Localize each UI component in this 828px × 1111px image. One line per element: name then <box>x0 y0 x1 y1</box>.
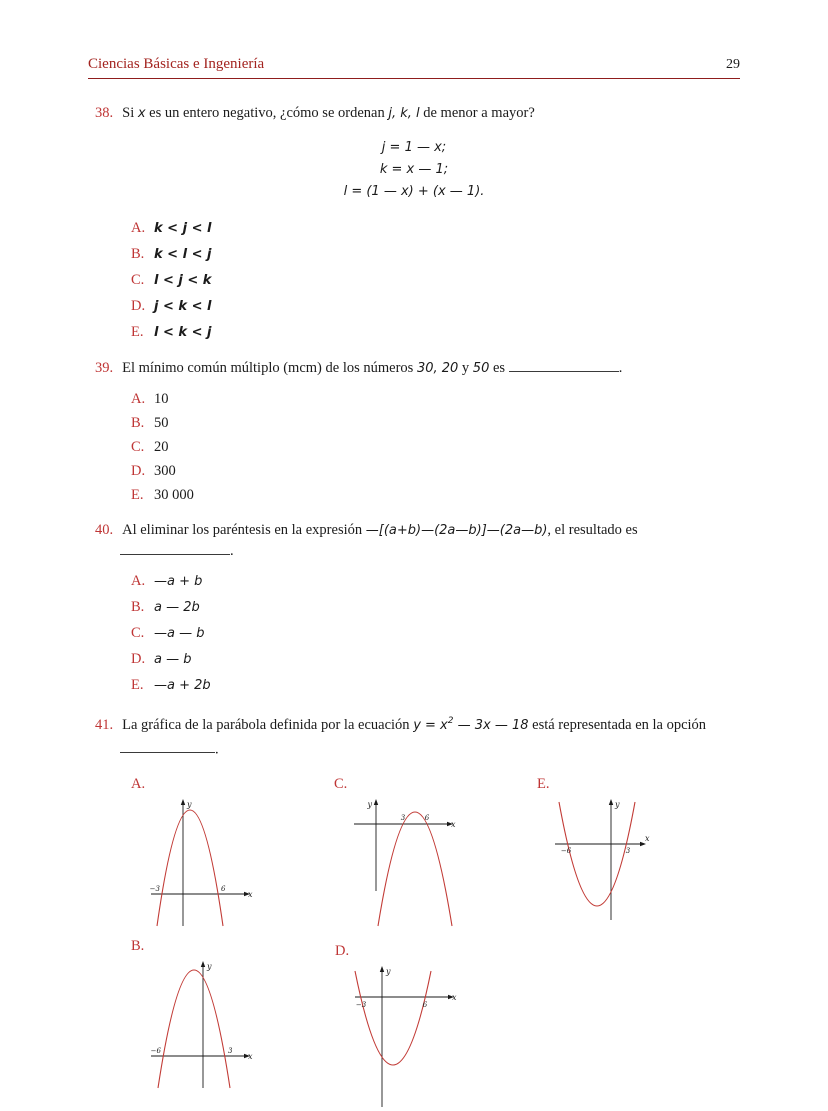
question-number: 41. <box>95 716 114 733</box>
graph-option-d <box>335 943 539 1111</box>
question-40 <box>88 520 740 695</box>
graph-b-plot <box>145 958 257 1092</box>
q38-options <box>131 219 740 342</box>
option-item <box>131 390 740 408</box>
graph-option-a <box>131 776 334 930</box>
header-rule <box>88 78 740 79</box>
option-item <box>131 676 740 695</box>
y-axis-label: y <box>367 800 372 810</box>
page-header <box>88 56 740 73</box>
question-40-text <box>88 520 740 561</box>
y-axis-label: y <box>187 800 192 810</box>
option-item <box>131 271 740 290</box>
sentence-period: . <box>618 360 623 376</box>
question-41-blank-line <box>120 740 740 758</box>
y-axis-label: y <box>386 967 391 977</box>
option-item <box>131 650 740 669</box>
graph-option-letter: D. <box>335 943 350 960</box>
q40-options <box>131 572 740 695</box>
option-value: —a + 2b <box>154 678 211 693</box>
answer-blank <box>509 359 619 372</box>
option-letter: D. <box>131 298 146 314</box>
question-number: 38. <box>95 105 114 121</box>
graph-c-plot <box>348 796 460 930</box>
q39-options <box>131 390 740 504</box>
option-item <box>131 486 740 504</box>
x-intercept-right-label: 3 <box>228 1047 233 1056</box>
option-item <box>131 438 740 456</box>
x-intercept-right-label: 6 <box>422 1001 428 1010</box>
option-item <box>131 297 740 316</box>
question-39-text <box>88 358 740 379</box>
question-text-part: es <box>489 360 509 376</box>
math-equation: y = x <box>413 717 448 733</box>
option-value: 10 <box>154 391 169 407</box>
parabola-curve <box>157 810 223 926</box>
option-letter: D. <box>131 463 146 479</box>
x-intercept-left-label: 3 <box>400 814 406 823</box>
graph-e-plot <box>551 796 651 924</box>
option-letter: C. <box>131 272 145 288</box>
sentence-period: . <box>215 741 219 758</box>
graph-option-c <box>334 776 537 930</box>
math-numbers: 30, 20 <box>416 361 459 376</box>
question-text-part: de menor a mayor? <box>419 105 535 121</box>
parabola-curve <box>158 970 230 1088</box>
option-letter: C. <box>131 625 145 641</box>
option-item <box>131 414 740 432</box>
question-text-part: es un entero negativo, ¿cómo se ordenan <box>145 105 389 121</box>
question-text-part: La gráfica de la parábola definida por la ecuación <box>122 716 414 733</box>
x-intercept-left-label: −3 <box>355 1001 367 1010</box>
x-axis-label: x <box>645 834 650 844</box>
sentence-period: . <box>230 543 234 559</box>
option-value: l < j < k <box>154 273 212 288</box>
option-item <box>131 598 740 617</box>
question-text-part: Si <box>122 105 138 121</box>
page-number: 29 <box>726 57 740 72</box>
option-item <box>131 323 740 342</box>
x-intercept-right-label: 3 <box>625 847 631 856</box>
option-value: —a — b <box>154 626 205 641</box>
option-item <box>131 245 740 264</box>
option-value: k < j < l <box>154 221 212 236</box>
option-value: 300 <box>154 463 176 479</box>
math-variable: x <box>137 106 146 121</box>
math-number: 50 <box>472 361 490 376</box>
question-number: 40. <box>95 522 114 538</box>
question-41 <box>88 711 740 1111</box>
option-item <box>131 572 740 591</box>
option-letter: B. <box>131 415 145 431</box>
x-intercept-right-label: 6 <box>424 814 430 823</box>
x-intercept-left-label: −6 <box>560 847 572 856</box>
question-41-text <box>88 711 740 736</box>
y-axis-arrow-icon <box>374 799 378 805</box>
question-38-text <box>88 103 740 124</box>
graphs-row-1 <box>131 776 740 930</box>
y-axis-arrow-icon <box>201 961 205 967</box>
equation-line: k = x — 1; <box>379 162 449 177</box>
option-value: l < k < j <box>154 325 212 340</box>
y-axis-arrow-icon <box>609 799 613 805</box>
x-axis-label: x <box>451 820 456 830</box>
parabola-curve <box>378 812 452 926</box>
question-number: 39. <box>95 360 114 376</box>
math-variables: j, k, l <box>388 106 420 121</box>
header-title: Ciencias Básicas e Ingeniería <box>88 56 265 72</box>
equation-line: l = (1 — x) + (x — 1). <box>343 184 485 199</box>
option-letter: E. <box>131 487 144 503</box>
option-letter: E. <box>131 324 144 340</box>
option-value: 20 <box>154 439 169 455</box>
math-expression: —[(a+b)—(2a—b)]—(2a—b) <box>365 523 548 538</box>
math-equation: — 3x — 18 <box>453 717 529 733</box>
equations-block <box>88 137 740 203</box>
option-letter: A. <box>131 220 146 236</box>
math-exponent: 2 <box>447 716 454 726</box>
question-39 <box>88 358 740 504</box>
question-text-part: está representada en la opción <box>528 716 707 733</box>
x-intercept-left-label: −6 <box>150 1047 161 1056</box>
graph-option-letter: A. <box>131 776 146 793</box>
graphs-row-2 <box>131 938 740 1111</box>
option-value: a — b <box>154 652 192 667</box>
x-axis-label: x <box>452 993 457 1003</box>
graph-option-b <box>131 938 335 1092</box>
parabola-curve <box>355 971 431 1065</box>
graph-d-plot <box>349 963 461 1111</box>
option-value: a — 2b <box>154 600 200 615</box>
option-item <box>131 219 740 238</box>
option-letter: B. <box>131 246 145 262</box>
option-letter: E. <box>131 677 144 693</box>
graph-a-plot <box>145 796 257 930</box>
option-item <box>131 624 740 643</box>
option-letter: A. <box>131 573 146 589</box>
question-text-part: Al eliminar los paréntesis en la expresión <box>122 522 366 538</box>
question-text-part: , el resultado es <box>547 522 638 538</box>
option-letter: C. <box>131 439 145 455</box>
y-axis-label: y <box>615 800 620 810</box>
option-value: 50 <box>154 415 169 431</box>
graph-option-letter: B. <box>131 938 145 955</box>
answer-blank <box>120 740 215 753</box>
y-axis-arrow-icon <box>380 966 384 972</box>
option-value: —a + b <box>154 574 203 589</box>
question-text-part: El mínimo común múltiplo (mcm) de los números <box>122 360 417 376</box>
equation-line: j = 1 — x; <box>381 140 447 155</box>
question-38 <box>88 103 740 342</box>
option-value: 30 000 <box>154 487 194 503</box>
option-value: j < k < l <box>154 299 212 314</box>
option-letter: D. <box>131 651 146 667</box>
option-value: k < l < j <box>154 247 212 262</box>
x-axis-label: x <box>248 1052 253 1062</box>
graph-option-letter: E. <box>537 776 550 793</box>
graph-option-e <box>537 776 740 924</box>
graph-option-letter: C. <box>334 776 348 793</box>
x-intercept-left-label: −3 <box>149 885 160 894</box>
x-intercept-right-label: 6 <box>221 885 226 894</box>
option-letter: A. <box>131 391 146 407</box>
option-letter: B. <box>131 599 145 615</box>
y-axis-arrow-icon <box>181 799 185 805</box>
option-item <box>131 462 740 480</box>
answer-blank <box>120 542 230 555</box>
y-axis-label: y <box>207 962 212 972</box>
x-axis-label: x <box>248 890 253 900</box>
question-text-part: y <box>458 360 473 376</box>
